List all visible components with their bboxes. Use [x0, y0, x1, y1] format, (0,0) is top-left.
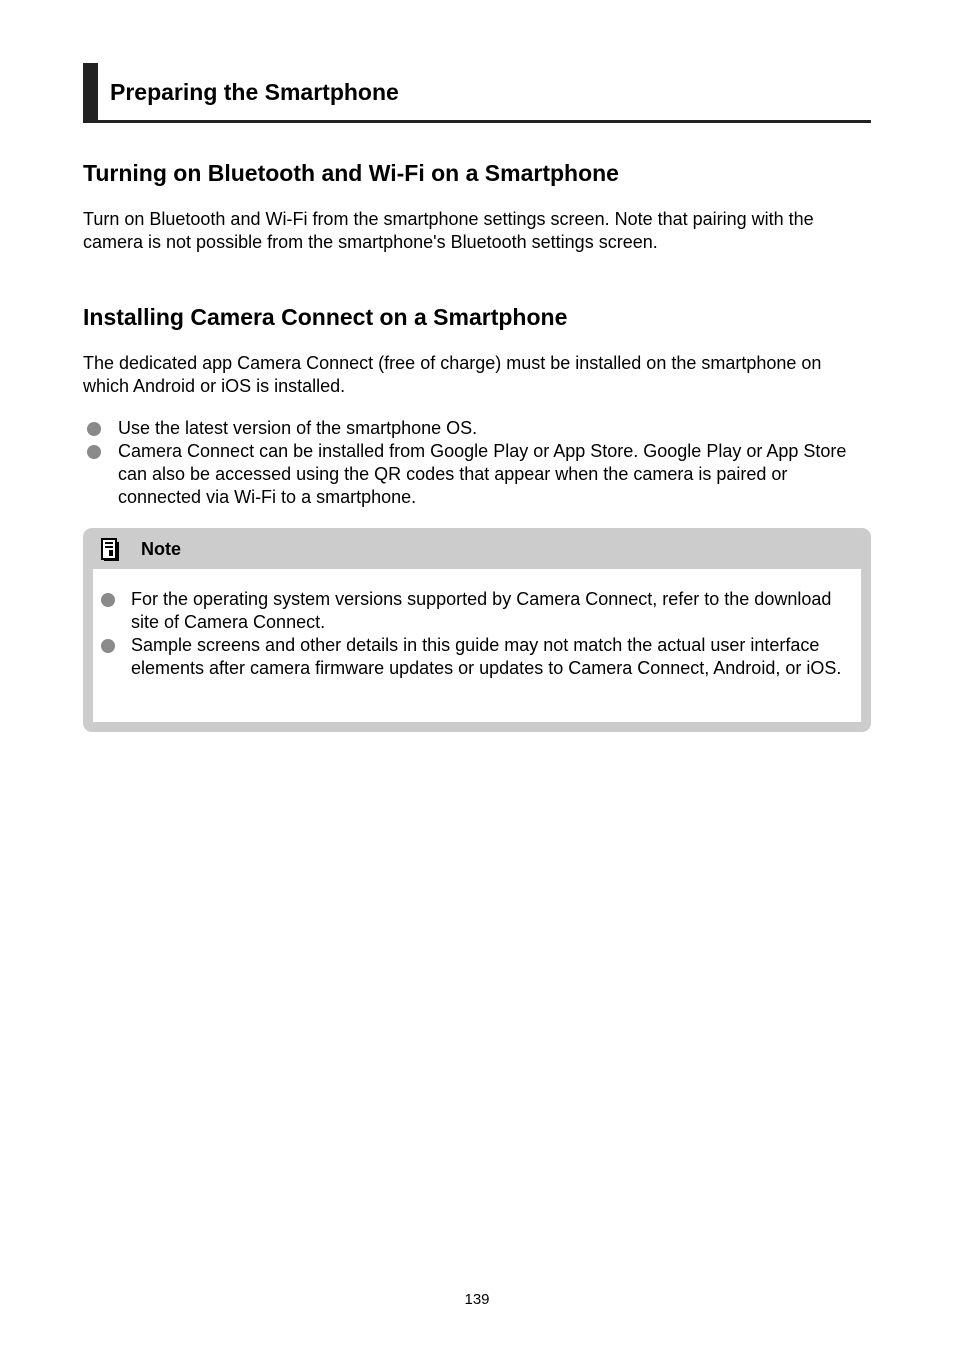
install-paragraph: The dedicated app Camera Connect (free of charge) must be installed on the smartphone on which Android or iOS is installed. [83, 353, 822, 396]
list-item-text: For the operating system versions supported by Camera Connect, refer to the download site of Camera Connect. [131, 589, 832, 632]
list-item [83, 440, 871, 509]
list-item [93, 588, 843, 634]
list-item [93, 634, 843, 680]
list-item-text: Camera Connect can be installed from Google Play or App Store. Google Play or App Store can also be accessed using the QR codes that appear when the camera is paired or connected via Wi-Fi to a smartphone. [118, 441, 847, 507]
list-item-text: Sample screens and other details in this guide may not match the actual user interface elements after camera firmware updates or updates to Camera Connect, Android, or iOS. [131, 635, 842, 678]
install-bullet-list [83, 417, 871, 509]
note-icon [100, 538, 120, 562]
list-item-text: Use the latest version of the smartphone OS. [118, 418, 478, 438]
bullet-dot [87, 445, 101, 459]
bullet-dot [87, 422, 101, 436]
bullet-dot [101, 593, 115, 607]
section-header-bar [83, 63, 98, 120]
note-bullet-list [93, 588, 843, 680]
heading-bluetooth-wifi: Turning on Bluetooth and Wi-Fi on a Smartphone [83, 160, 619, 186]
bullet-dot [101, 639, 115, 653]
note-header [83, 528, 871, 569]
bluetooth-wifi-paragraph: Turn on Bluetooth and Wi-Fi from the smartphone settings screen. Note that pairing with the camera is not possible from the smartphone's Bluetooth settings screen. [83, 209, 814, 252]
page-number: 139 [464, 1291, 490, 1308]
section-title: Preparing the Smartphone [110, 79, 399, 105]
section-header [83, 63, 871, 122]
list-item [83, 417, 871, 440]
section-header-rule [83, 120, 871, 123]
heading-install-camera-connect: Installing Camera Connect on a Smartphone [83, 304, 568, 330]
note-title: Note [141, 539, 181, 559]
note-body [93, 569, 861, 722]
note-box [83, 528, 871, 732]
